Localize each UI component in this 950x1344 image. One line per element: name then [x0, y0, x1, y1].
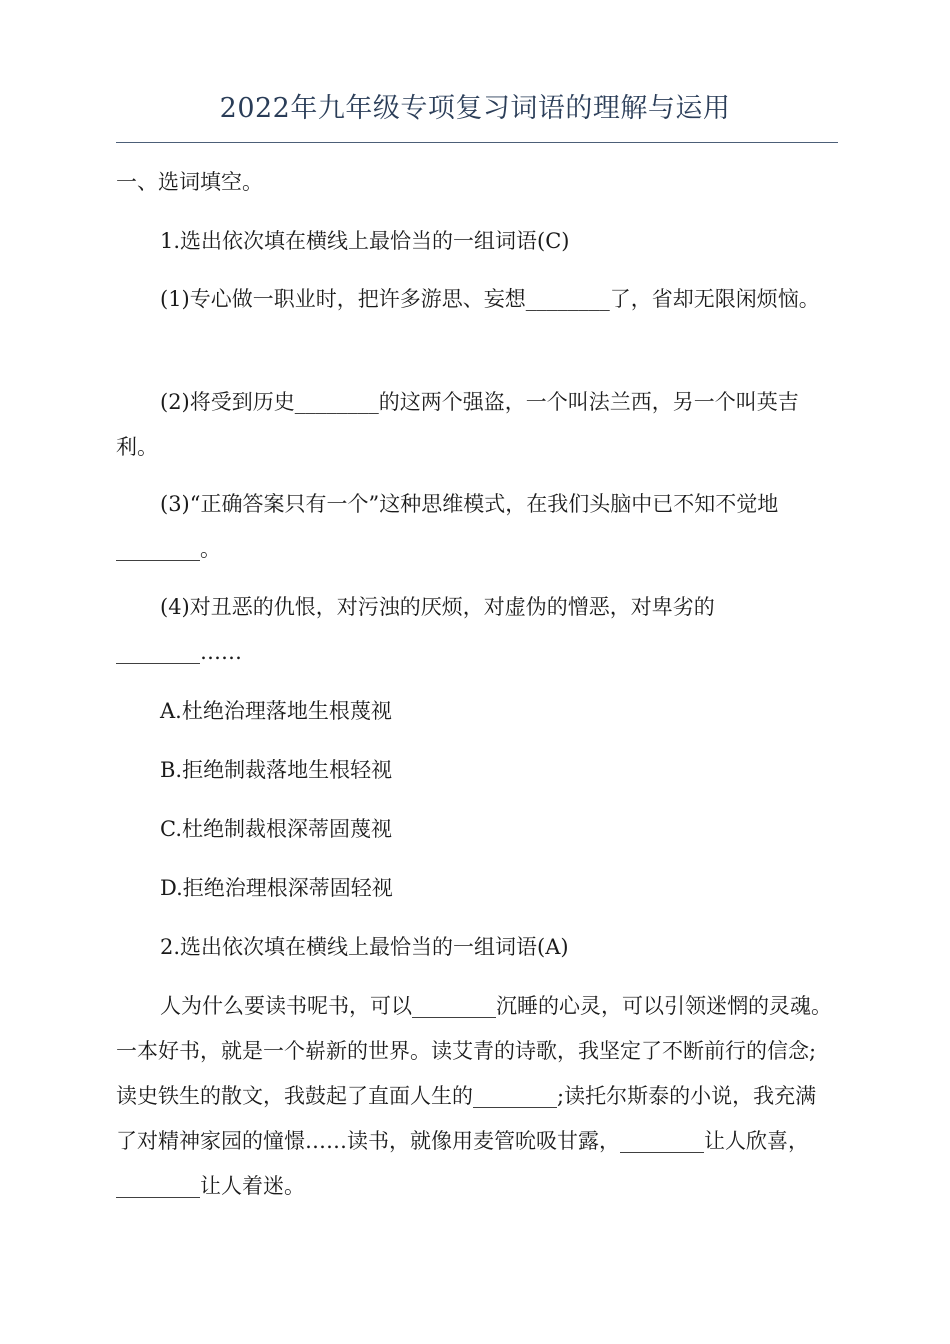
- option-d: D.拒绝治理根深蒂固轻视: [160, 876, 393, 900]
- question-1-sentence-2: (2)将受到历史________的这两个强盗，一个叫法兰西，另一个叫英吉利。: [116, 390, 799, 459]
- section-heading: 一、选词填空。: [116, 170, 263, 194]
- question-1-sentence-3: (3)“正确答案只有一个”这种思维模式，在我们头脑中已不知不觉地________。: [116, 492, 779, 561]
- option-c: C.杜绝制裁根深蒂固蔑视: [160, 817, 392, 841]
- question-1-sentence-1: (1)专心做一职业时，把许多游思、妄想________了，省却无限闲烦恼。: [160, 287, 820, 311]
- question-2-stem: 2.选出依次填在横线上最恰当的一组词语(A): [160, 935, 569, 959]
- title-divider: [116, 142, 838, 143]
- option-a: A.杜绝治理落地生根蔑视: [160, 699, 392, 723]
- question-1-stem: 1.选出依次填在横线上最恰当的一组词语(C): [160, 229, 570, 253]
- question-2-passage: 人为什么要读书呢书，可以________沉睡的心灵，可以引领迷惘的灵魂。一本好书，就是一个崭新的世界。读艾青的诗歌，我坚定了不断前行的信念;读史铁生的散文，我鼓起了直面人生的________;读托尔斯泰的小说，我充满了对精神家园的憧憬……读书，就像用麦管吮吸甘露，________让人欣喜，________让人着迷。: [116, 994, 832, 1198]
- document-title: 2022年九年级专项复习词语的理解与运用: [219, 93, 731, 124]
- option-b: B.拒绝制裁落地生根轻视: [160, 758, 393, 782]
- question-1-sentence-4: (4)对丑恶的仇恨，对污浊的厌烦，对虚伪的憎恶，对卑劣的________……: [116, 595, 715, 664]
